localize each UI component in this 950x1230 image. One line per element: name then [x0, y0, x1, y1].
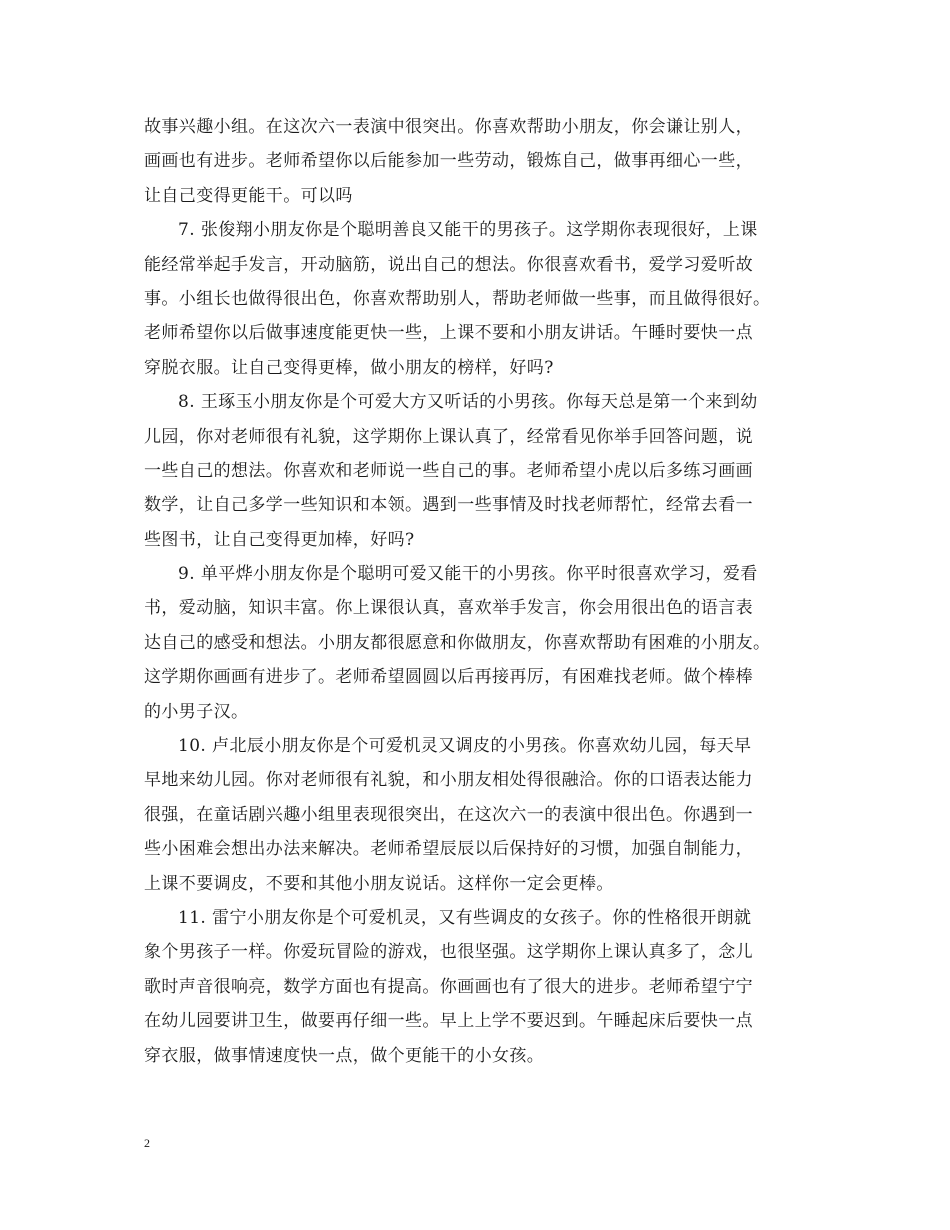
page-number: 2 — [144, 1136, 150, 1150]
text-line: 9. 单平烨小朋友你是个聪明可爱又能干的小男孩。你平时很喜欢学习，爱看 — [178, 564, 758, 585]
text-line: 7. 张俊翔小朋友你是个聪明善良又能干的男孩子。这学期你表现很好，上课 — [178, 220, 758, 241]
text-line: 10. 卢北辰小朋友你是个可爱机灵又调皮的小男孩。你喜欢幼儿园，每天早 — [178, 736, 752, 757]
text-line: 画画也有进步。老师希望你以后能参加一些劳动，锻炼自己，做事再细心一些， — [144, 151, 753, 172]
text-line: 在幼儿园要讲卫生，做要再仔细一些。早上上学不要迟到。午睡起床后要快一点 — [144, 1011, 753, 1032]
text-line: 8. 王琢玉小朋友你是个可爱大方又听话的小男孩。你每天总是第一个来到幼 — [178, 392, 758, 413]
text-line: 象个男孩子一样。你爱玩冒险的游戏，也很坚强。这学期你上课认真多了，念儿 — [144, 942, 753, 963]
text-line: 很强，在童话剧兴趣小组里表现很突出，在这次六一的表演中很出色。你遇到一 — [144, 804, 753, 825]
text-line: 让自己变得更能干。可以吗 — [144, 185, 353, 206]
text-line: 上课不要调皮，不要和其他小朋友说话。这样你一定会更棒。 — [144, 873, 614, 894]
text-line: 歌时声音很响亮，数学方面也有提高。你画画也有了很大的进步。老师希望宁宁 — [144, 976, 753, 997]
text-line: 儿园，你对老师很有礼貌，这学期你上课认真了，经常看见你举手回答问题，说 — [144, 426, 753, 447]
text-line: 11. 雷宁小朋友你是个可爱机灵，又有些调皮的女孩子。你的性格很开朗就 — [178, 907, 752, 928]
text-line: 些图书，让自己变得更加棒，好吗? — [144, 529, 415, 550]
text-line: 穿衣服，做事情速度快一点，做个更能干的小女孩。 — [144, 1045, 545, 1066]
text-line: 老师希望你以后做事速度能更快一些，上课不要和小朋友讲话。午睡时要快一点 — [144, 323, 753, 344]
text-line: 达自己的感受和想法。小朋友都很愿意和你做朋友，你喜欢帮助有困难的小朋友。 — [144, 632, 771, 653]
text-line: 早地来幼儿园。你对老师很有礼貌，和小朋友相处得很融洽。你的口语表达能力 — [144, 770, 753, 791]
text-line: 事。小组长也做得很出色，你喜欢帮助别人，帮助老师做一些事，而且做得很好。 — [144, 288, 771, 309]
text-line: 书，爱动脑，知识丰富。你上课很认真，喜欢举手发言，你会用很出色的语言表 — [144, 598, 753, 619]
text-line: 的小男子汉。 — [144, 701, 249, 722]
document-body — [144, 110, 818, 1073]
text-line: 些小困难会想出办法来解决。老师希望辰辰以后保持好的习惯，加强自制能力， — [144, 839, 753, 860]
text-line: 一些自己的想法。你喜欢和老师说一些自己的事。老师希望小虎以后多练习画画 — [144, 460, 753, 481]
text-line: 数学，让自己多学一些知识和本领。遇到一些事情及时找老师帮忙，经常去看一 — [144, 495, 753, 516]
text-line: 能经常举起手发言，开动脑筋，说出自己的想法。你很喜欢看书，爱学习爱听故 — [144, 254, 753, 275]
text-line: 故事兴趣小组。在这次六一表演中很突出。你喜欢帮助小朋友，你会谦让别人， — [144, 117, 753, 137]
text-line: 这学期你画画有进步了。老师希望圆圆以后再接再厉，有困难找老师。做个棒棒 — [144, 667, 753, 688]
text-line: 穿脱衣服。让自己变得更棒，做小朋友的榜样，好吗? — [144, 357, 554, 378]
